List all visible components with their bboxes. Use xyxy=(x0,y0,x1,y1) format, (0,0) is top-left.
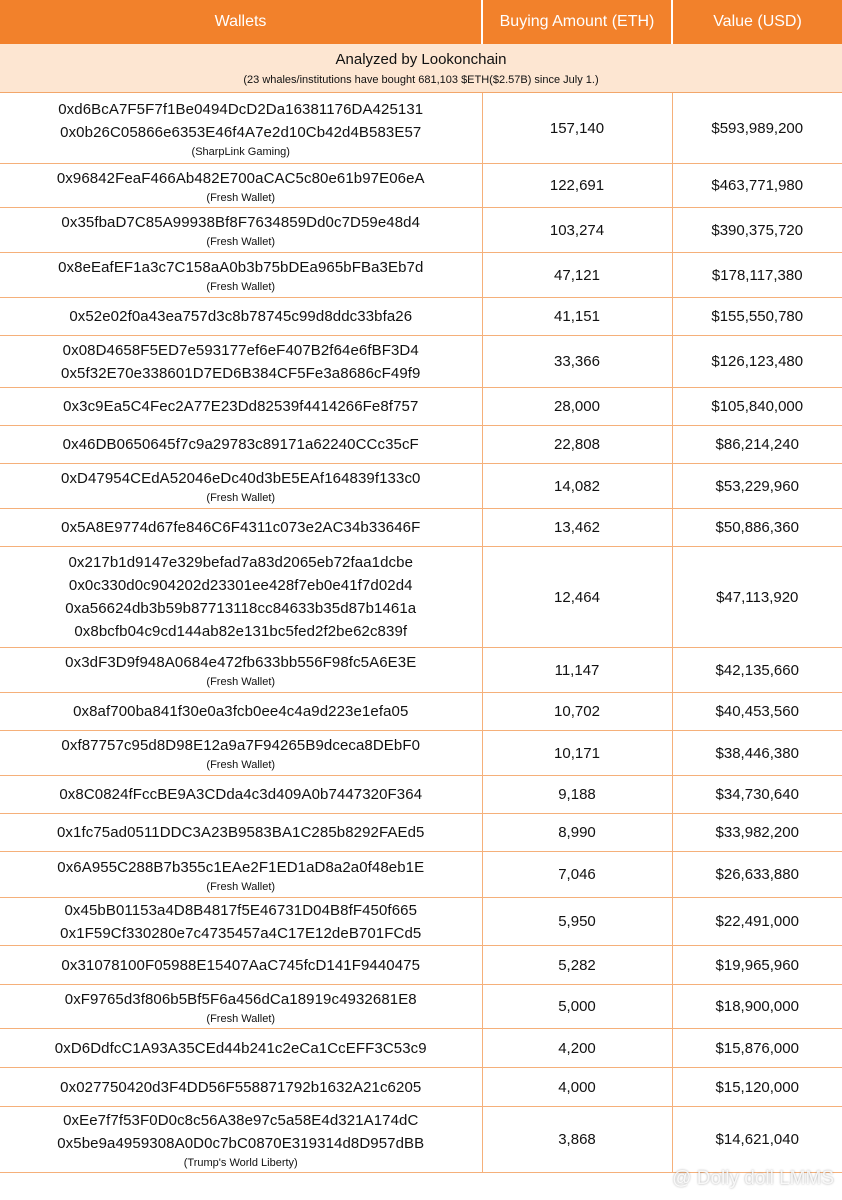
wallet-address: 0x027750420d3F4DD56F558871792b1632A21c6205 xyxy=(60,1078,422,1096)
buying-amount-cell: 5,282 xyxy=(482,946,672,985)
table-row xyxy=(0,509,842,547)
wallet-cell xyxy=(0,253,482,298)
wallet-address: 0x8eEafEF1a3c7C158aA0b3b75bDEa965bFBa3Eb7d xyxy=(58,259,424,276)
buying-amount-cell: 22,808 xyxy=(482,426,672,464)
wallet-tag: (Fresh Wallet) xyxy=(206,676,276,688)
wallet-tag: (Fresh Wallet) xyxy=(206,492,276,504)
wallet-cell xyxy=(0,547,482,648)
table-row xyxy=(0,898,842,946)
wallet-address: 0x8C0824fFccBE9A3CDda4c3d409A0b7447320F364 xyxy=(59,786,423,803)
value-cell: $38,446,380 xyxy=(672,731,842,776)
buying-amount-cell: 10,171 xyxy=(482,731,672,776)
buying-amount-cell: 10,702 xyxy=(482,693,672,731)
wallet-address: 0x0b26C05866e6353E46f4A7e2d10Cb42d4B583E57 xyxy=(60,123,422,141)
wallet-cell xyxy=(0,648,482,693)
buying-amount-cell: 33,366 xyxy=(482,336,672,388)
table-body xyxy=(0,44,842,1173)
table-row xyxy=(0,388,842,426)
value-cell: $463,771,980 xyxy=(672,164,842,208)
buying-amount-cell: 3,868 xyxy=(482,1107,672,1173)
buying-amount-cell: 9,188 xyxy=(482,776,672,814)
buying-amount-cell: 103,274 xyxy=(482,208,672,253)
value-cell: $22,491,000 xyxy=(672,898,842,946)
wallet-cell xyxy=(0,93,482,164)
wallet-cell xyxy=(0,814,482,852)
wallet-cell xyxy=(0,298,482,336)
wallet-address: 0xf87757c95d8D98E12a9a7F94265B9dceca8DEbF0 xyxy=(61,737,421,754)
buying-amount-cell: 5,000 xyxy=(482,985,672,1029)
wallet-cell xyxy=(0,388,482,426)
wallet-cell xyxy=(0,1029,482,1068)
wallet-address: 0xD6DdfcC1A93A35CEd44b241c2eCa1CcEFF3C53c9 xyxy=(54,1039,427,1057)
wallet-address: 0xa56624db3b59b87713118cc84633b35d87b1461a xyxy=(65,600,417,617)
value-cell: $593,989,200 xyxy=(672,93,842,164)
wallet-tag: (SharpLink Gaming) xyxy=(191,145,290,158)
wallet-address: 0x1fc75ad0511DDC3A23B9583BA1C285b8292FAEd5 xyxy=(56,824,425,841)
wallet-cell xyxy=(0,946,482,985)
wallet-cell xyxy=(0,852,482,898)
table-row xyxy=(0,426,842,464)
wallet-cell xyxy=(0,693,482,731)
value-cell: $33,982,200 xyxy=(672,814,842,852)
wallet-tag: (Fresh Wallet) xyxy=(206,880,276,893)
wallet-cell xyxy=(0,164,482,208)
table-row xyxy=(0,547,842,648)
wallet-address: 0x46DB0650645f7c9a29783c89171a62240CCc35cF xyxy=(62,436,419,453)
buying-amount-cell: 28,000 xyxy=(482,388,672,426)
table-row xyxy=(0,776,842,814)
subheader-row xyxy=(0,44,842,93)
wallet-address: 0x45bB01153a4D8B4817f5E46731D04B8fF450f665 xyxy=(64,901,418,919)
wallet-address: 0x217b1d9147e329befad7a83d2065eb72faa1dcbe xyxy=(68,554,414,571)
table-row xyxy=(0,1068,842,1107)
wallet-cell xyxy=(0,776,482,814)
value-cell: $14,621,040 xyxy=(672,1107,842,1173)
table-row xyxy=(0,946,842,985)
wallet-address: 0x31078100F05988E15407AaC745fcD141F9440475 xyxy=(61,956,421,974)
wallet-cell xyxy=(0,985,482,1029)
table-row xyxy=(0,852,842,898)
subheader-cell xyxy=(0,44,842,93)
wallet-tag: (Fresh Wallet) xyxy=(206,236,276,248)
value-cell: $34,730,640 xyxy=(672,776,842,814)
value-cell: $390,375,720 xyxy=(672,208,842,253)
buying-amount-cell: 41,151 xyxy=(482,298,672,336)
buying-amount-cell: 157,140 xyxy=(482,93,672,164)
wallet-address: 0xF9765d3f806b5Bf5F6a456dCa18919c4932681E8 xyxy=(64,990,417,1008)
wallet-address: 0x3dF3D9f948A0684e472fb633bb556F98fc5A6E3E xyxy=(65,654,417,671)
wallet-cell xyxy=(0,1068,482,1107)
value-cell: $86,214,240 xyxy=(672,426,842,464)
wallet-address: 0x6A955C288B7b355c1EAe2F1ED1aD8a2a0f48eb1E xyxy=(57,858,425,876)
buying-amount-cell: 13,462 xyxy=(482,509,672,547)
wallet-cell xyxy=(0,898,482,946)
wallet-address: 0x0c330d0c904202d23301ee428f7eb0e41f7d02d4 xyxy=(68,577,413,594)
header-wallets: Wallets xyxy=(0,0,482,44)
header-buying-amount: Buying Amount (ETH) xyxy=(482,0,672,44)
table-row xyxy=(0,648,842,693)
wallet-tag: (Fresh Wallet) xyxy=(206,281,276,293)
buying-amount-cell: 4,000 xyxy=(482,1068,672,1107)
header-value: Value (USD) xyxy=(672,0,842,44)
wallet-address: 0xd6BcA7F5F7f1Be0494DcD2Da16381176DA425131 xyxy=(58,100,424,118)
value-cell: $42,135,660 xyxy=(672,648,842,693)
table-row xyxy=(0,336,842,388)
buying-amount-cell: 4,200 xyxy=(482,1029,672,1068)
wallet-cell xyxy=(0,464,482,509)
wallet-cell xyxy=(0,509,482,547)
value-cell: $105,840,000 xyxy=(672,388,842,426)
value-cell: $53,229,960 xyxy=(672,464,842,509)
wallet-cell xyxy=(0,1107,482,1173)
buying-amount-cell: 8,990 xyxy=(482,814,672,852)
wallet-address: 0x5f32E70e338601D7ED6B384CF5Fe3a8686cF49f9 xyxy=(61,364,421,382)
value-cell: $15,120,000 xyxy=(672,1068,842,1107)
subheader-note: (23 whales/institutions have bought 681,103 $ETH($2.57B) since July 1.) xyxy=(243,74,599,86)
buying-amount-cell: 5,950 xyxy=(482,898,672,946)
wallet-tag: (Trump's World Liberty) xyxy=(183,1157,298,1169)
wallet-cell xyxy=(0,426,482,464)
wallet-address: 0x96842FeaF466Ab482E700aCAC5c80e61b97E06eA xyxy=(56,169,425,187)
value-cell: $47,113,920 xyxy=(672,547,842,648)
value-cell: $15,876,000 xyxy=(672,1029,842,1068)
table-row xyxy=(0,814,842,852)
wallet-address: 0x52e02f0a43ea757d3c8b78745c99d8ddc33bfa26 xyxy=(69,308,413,325)
buying-amount-cell: 14,082 xyxy=(482,464,672,509)
wallet-address: 0x3c9Ea5C4Fec2A77E23Dd82539f4414266Fe8f757 xyxy=(63,398,419,415)
value-cell: $19,965,960 xyxy=(672,946,842,985)
wallet-address: 0x08D4658F5ED7e593177ef6eF407B2f64e6fBF3D4 xyxy=(62,341,419,359)
wallet-address: 0x35fbaD7C85A99938Bf8F7634859Dd0c7D59e48d4 xyxy=(61,214,421,231)
value-cell: $155,550,780 xyxy=(672,298,842,336)
table-row xyxy=(0,731,842,776)
wallet-cell xyxy=(0,336,482,388)
buying-amount-cell: 7,046 xyxy=(482,852,672,898)
table-row xyxy=(0,693,842,731)
wallet-address: 0xD47954CEdA52046eDc40d3bE5EAf164839f133c0 xyxy=(61,470,421,487)
value-cell: $26,633,880 xyxy=(672,852,842,898)
wallet-tag: (Fresh Wallet) xyxy=(206,759,276,771)
wallet-address: 0x5A8E9774d67fe846C6F4311c073e2AC34b33646F xyxy=(61,519,421,536)
value-cell: $126,123,480 xyxy=(672,336,842,388)
wallet-tag: (Fresh Wallet) xyxy=(206,1012,276,1025)
wallet-address: 0x5be9a4959308A0D0c7bC0870E319314d8D957dBB xyxy=(57,1135,425,1152)
table-row xyxy=(0,93,842,164)
table-row xyxy=(0,985,842,1029)
header-row xyxy=(0,0,842,44)
subheader-title: Analyzed by Lookonchain xyxy=(335,51,507,68)
watermark: @ Dolly doll LMMS xyxy=(672,1168,834,1189)
table-row xyxy=(0,1029,842,1068)
table-row xyxy=(0,464,842,509)
value-cell: $50,886,360 xyxy=(672,509,842,547)
table-row xyxy=(0,253,842,298)
buying-amount-cell: 11,147 xyxy=(482,648,672,693)
table-row xyxy=(0,1107,842,1173)
wallet-address: 0xEe7f7f53F0D0c8c56A38e97c5a58E4d321A174dC xyxy=(63,1112,419,1129)
wallet-cell xyxy=(0,731,482,776)
buying-amount-cell: 47,121 xyxy=(482,253,672,298)
buying-amount-cell: 122,691 xyxy=(482,164,672,208)
table-row xyxy=(0,298,842,336)
wallet-cell xyxy=(0,208,482,253)
buying-amount-cell: 12,464 xyxy=(482,547,672,648)
value-cell: $40,453,560 xyxy=(672,693,842,731)
wallet-address: 0x8bcfb04c9cd144ab82e131bc5fed2f2be62c839f xyxy=(74,623,408,640)
value-cell: $178,117,380 xyxy=(672,253,842,298)
value-cell: $18,900,000 xyxy=(672,985,842,1029)
table-row xyxy=(0,208,842,253)
wallet-tag: (Fresh Wallet) xyxy=(206,191,276,204)
wallet-address: 0x8af700ba841f30e0a3fcb0ee4c4a9d223e1efa05 xyxy=(73,703,409,720)
wallet-address: 0x1F59Cf330280e7c4735457a4C17E12deB701FCd5 xyxy=(60,924,422,942)
table-row xyxy=(0,164,842,208)
